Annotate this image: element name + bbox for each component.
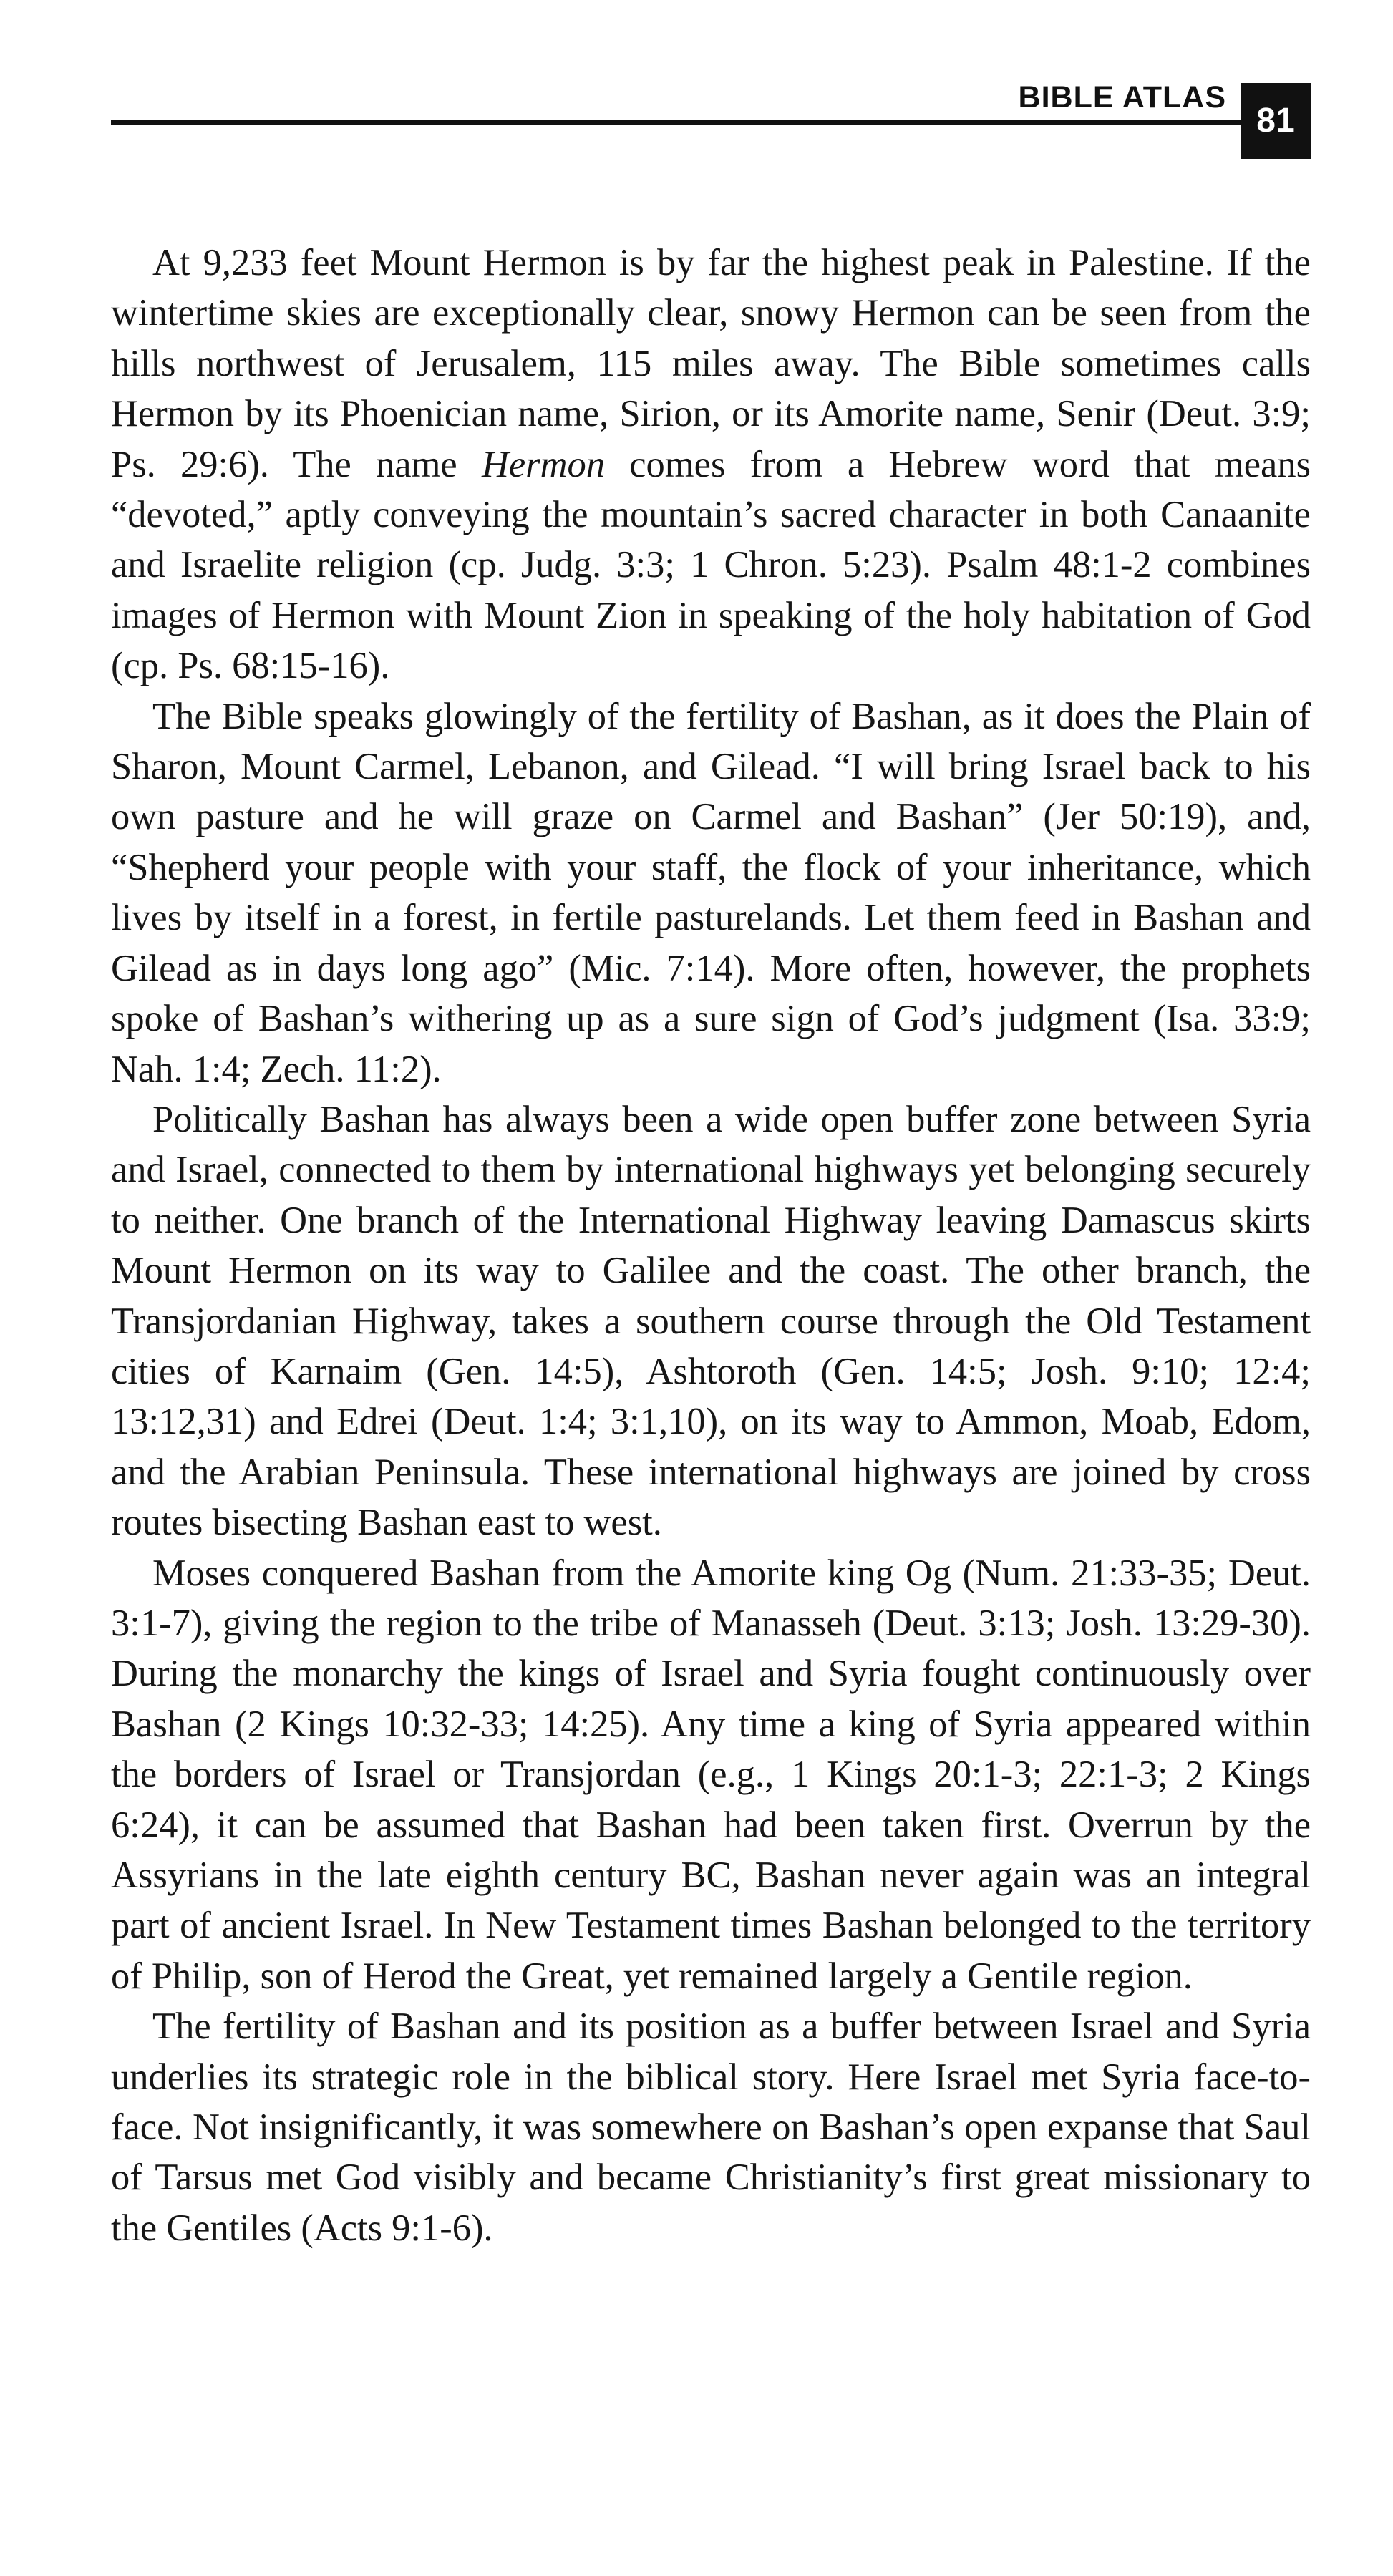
italic-term-hermon: Hermon [481, 443, 606, 485]
header-rule [111, 120, 1241, 125]
page-number-box: 81 [1241, 83, 1311, 159]
paragraph-bashan-history: Moses conquered Bashan from the Amorite king Og (Num. 21:33-35; Deut. 3:1-7), giving the region to the tribe of Manasseh (Deut. 3:13; Josh. 13:29-30). During the monarchy the kings of Israel and Syria fought continuously over Bashan (2 Kings 10:32-33; 14:25). Any time a king of Syria appeared within the borders of Israel or Transjordan (e.g., 1 Kings 20:1-3; 22:1-3; 2 Kings 6:24), it can be assumed that Bashan had been taken first. Overrun by the Assyrians in the late eighth century BC, Bashan never again was an integral part of ancient Israel. In New Testament times Bashan belonged to the territory of Philip, son of Herod the Great, yet remained largely a Gentile region. [111, 1552, 1311, 1997]
paragraph-1-text-end: comes from a Hebrew word that means “devoted,” aptly conveying the mountain’s sacred character in both Canaanite and Israelite religion (cp. Judg. 3:3; 1 Chron. 5:23). Psalm 48:1-2 combines images of Hermon with Mount Zion in speaking of the holy habitation of God (cp. Ps. 68:15-16). [111, 443, 1311, 687]
article-body [111, 238, 1311, 2253]
paragraph-bashan-strategic-role: The fertility of Bashan and its position as a buffer between Israel and Syria underlies its strategic role in the biblical story. Here Israel met Syria face-to-face. Not insignificantly, it was somewhere on Bashan’s open expanse that Saul of Tarsus met God visibly and became Christianity’s first great missionary to the Gentiles (Acts 9:1-6). [111, 2006, 1311, 2249]
paragraph-bashan-politics: Politically Bashan has always been a wide open buffer zone between Syria and Israel, connected to them by international highways yet belonging securely to neither. One branch of the International Highway leaving Damascus skirts Mount Hermon on its way to Galilee and the coast. The other branch, the Transjordanian Highway, takes a southern course through the Old Testament cities of Karnaim (Gen. 14:5), Ashtoroth (Gen. 14:5; Josh. 9:10; 12:4; 13:12,31) and Edrei (Deut. 1:4; 3:1,10), on its way to Ammon, Moab, Edom, and the Arabian Peninsula. These international highways are joined by cross routes bisecting Bashan east to west. [111, 1098, 1311, 1544]
paragraph-bashan-fertility: The Bible speaks glowingly of the fertility of Bashan, as it does the Plain of Sharon, Mount Carmel, Lebanon, and Gilead. “I will bring Israel back to his own pasture and he will graze on Carmel and Bashan” (Jer 50:19), and, “Shepherd your people with your staff, the flock of your inheritance, which lives by itself in a forest, in fertile pasturelands. Let them feed in Bashan and Gilead as in days long ago” (Mic. 7:14). More often, however, the prophets spoke of Bashan’s withering up as a sure sign of God’s judgment (Isa. 33:9; Nah. 1:4; Zech. 11:2). [111, 695, 1311, 1090]
paragraph-1-text-start: At 9,233 feet Mount Hermon is by far the highest peak in Palestine. If the wintertime skies are exceptionally clear, snowy Hermon can be seen from the hills northwest of Jerusalem, 115 miles away. The Bible sometimes calls Hermon by its Phoenician name, Sirion, or its Amorite name, Senir (Deut. 3:9; Ps. 29:6). The name [111, 242, 1311, 485]
running-head-title: BIBLE ATLAS [1018, 80, 1226, 115]
running-header [111, 77, 1311, 159]
paragraph-mount-hermon [111, 238, 1311, 691]
